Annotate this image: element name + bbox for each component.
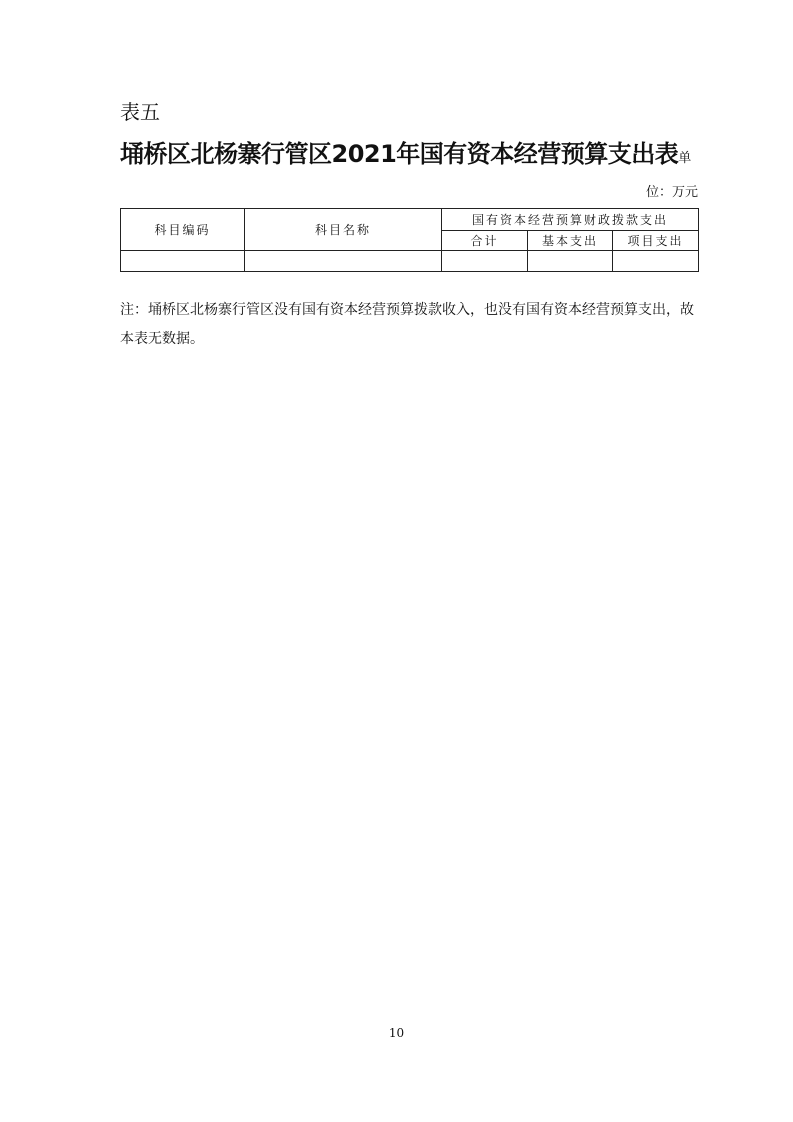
budget-table [120,208,699,272]
page-title [120,134,691,169]
title-text: 埇桥区北杨寨行管区2021年国有资本经营预算支出表 [120,140,679,168]
note-text: 注：埇桥区北杨寨行管区没有国有资本经营预算拨款收入，也没有国有资本经营预算支出，故本表无数据。 [120,302,694,347]
unit-label-tail: 位：万元 [645,185,698,200]
unit-label-head: 单 [678,151,692,166]
header-project-expenditure: 项目支出 [613,231,699,251]
header-basic-expenditure: 基本支出 [528,231,613,251]
header-expenditure-group: 国有资本经营预算财政拨款支出 [442,209,699,231]
page-number: 10 [388,1026,405,1040]
header-subject-name: 科目名称 [245,209,442,251]
cell-project [613,251,699,272]
cell-basic [528,251,613,272]
cell-code [121,251,245,272]
header-total: 合计 [442,231,528,251]
header-subject-code: 科目编码 [121,209,245,251]
section-label: 表五 [120,100,160,124]
cell-name [245,251,442,272]
table-row [121,251,699,272]
cell-total [442,251,528,272]
